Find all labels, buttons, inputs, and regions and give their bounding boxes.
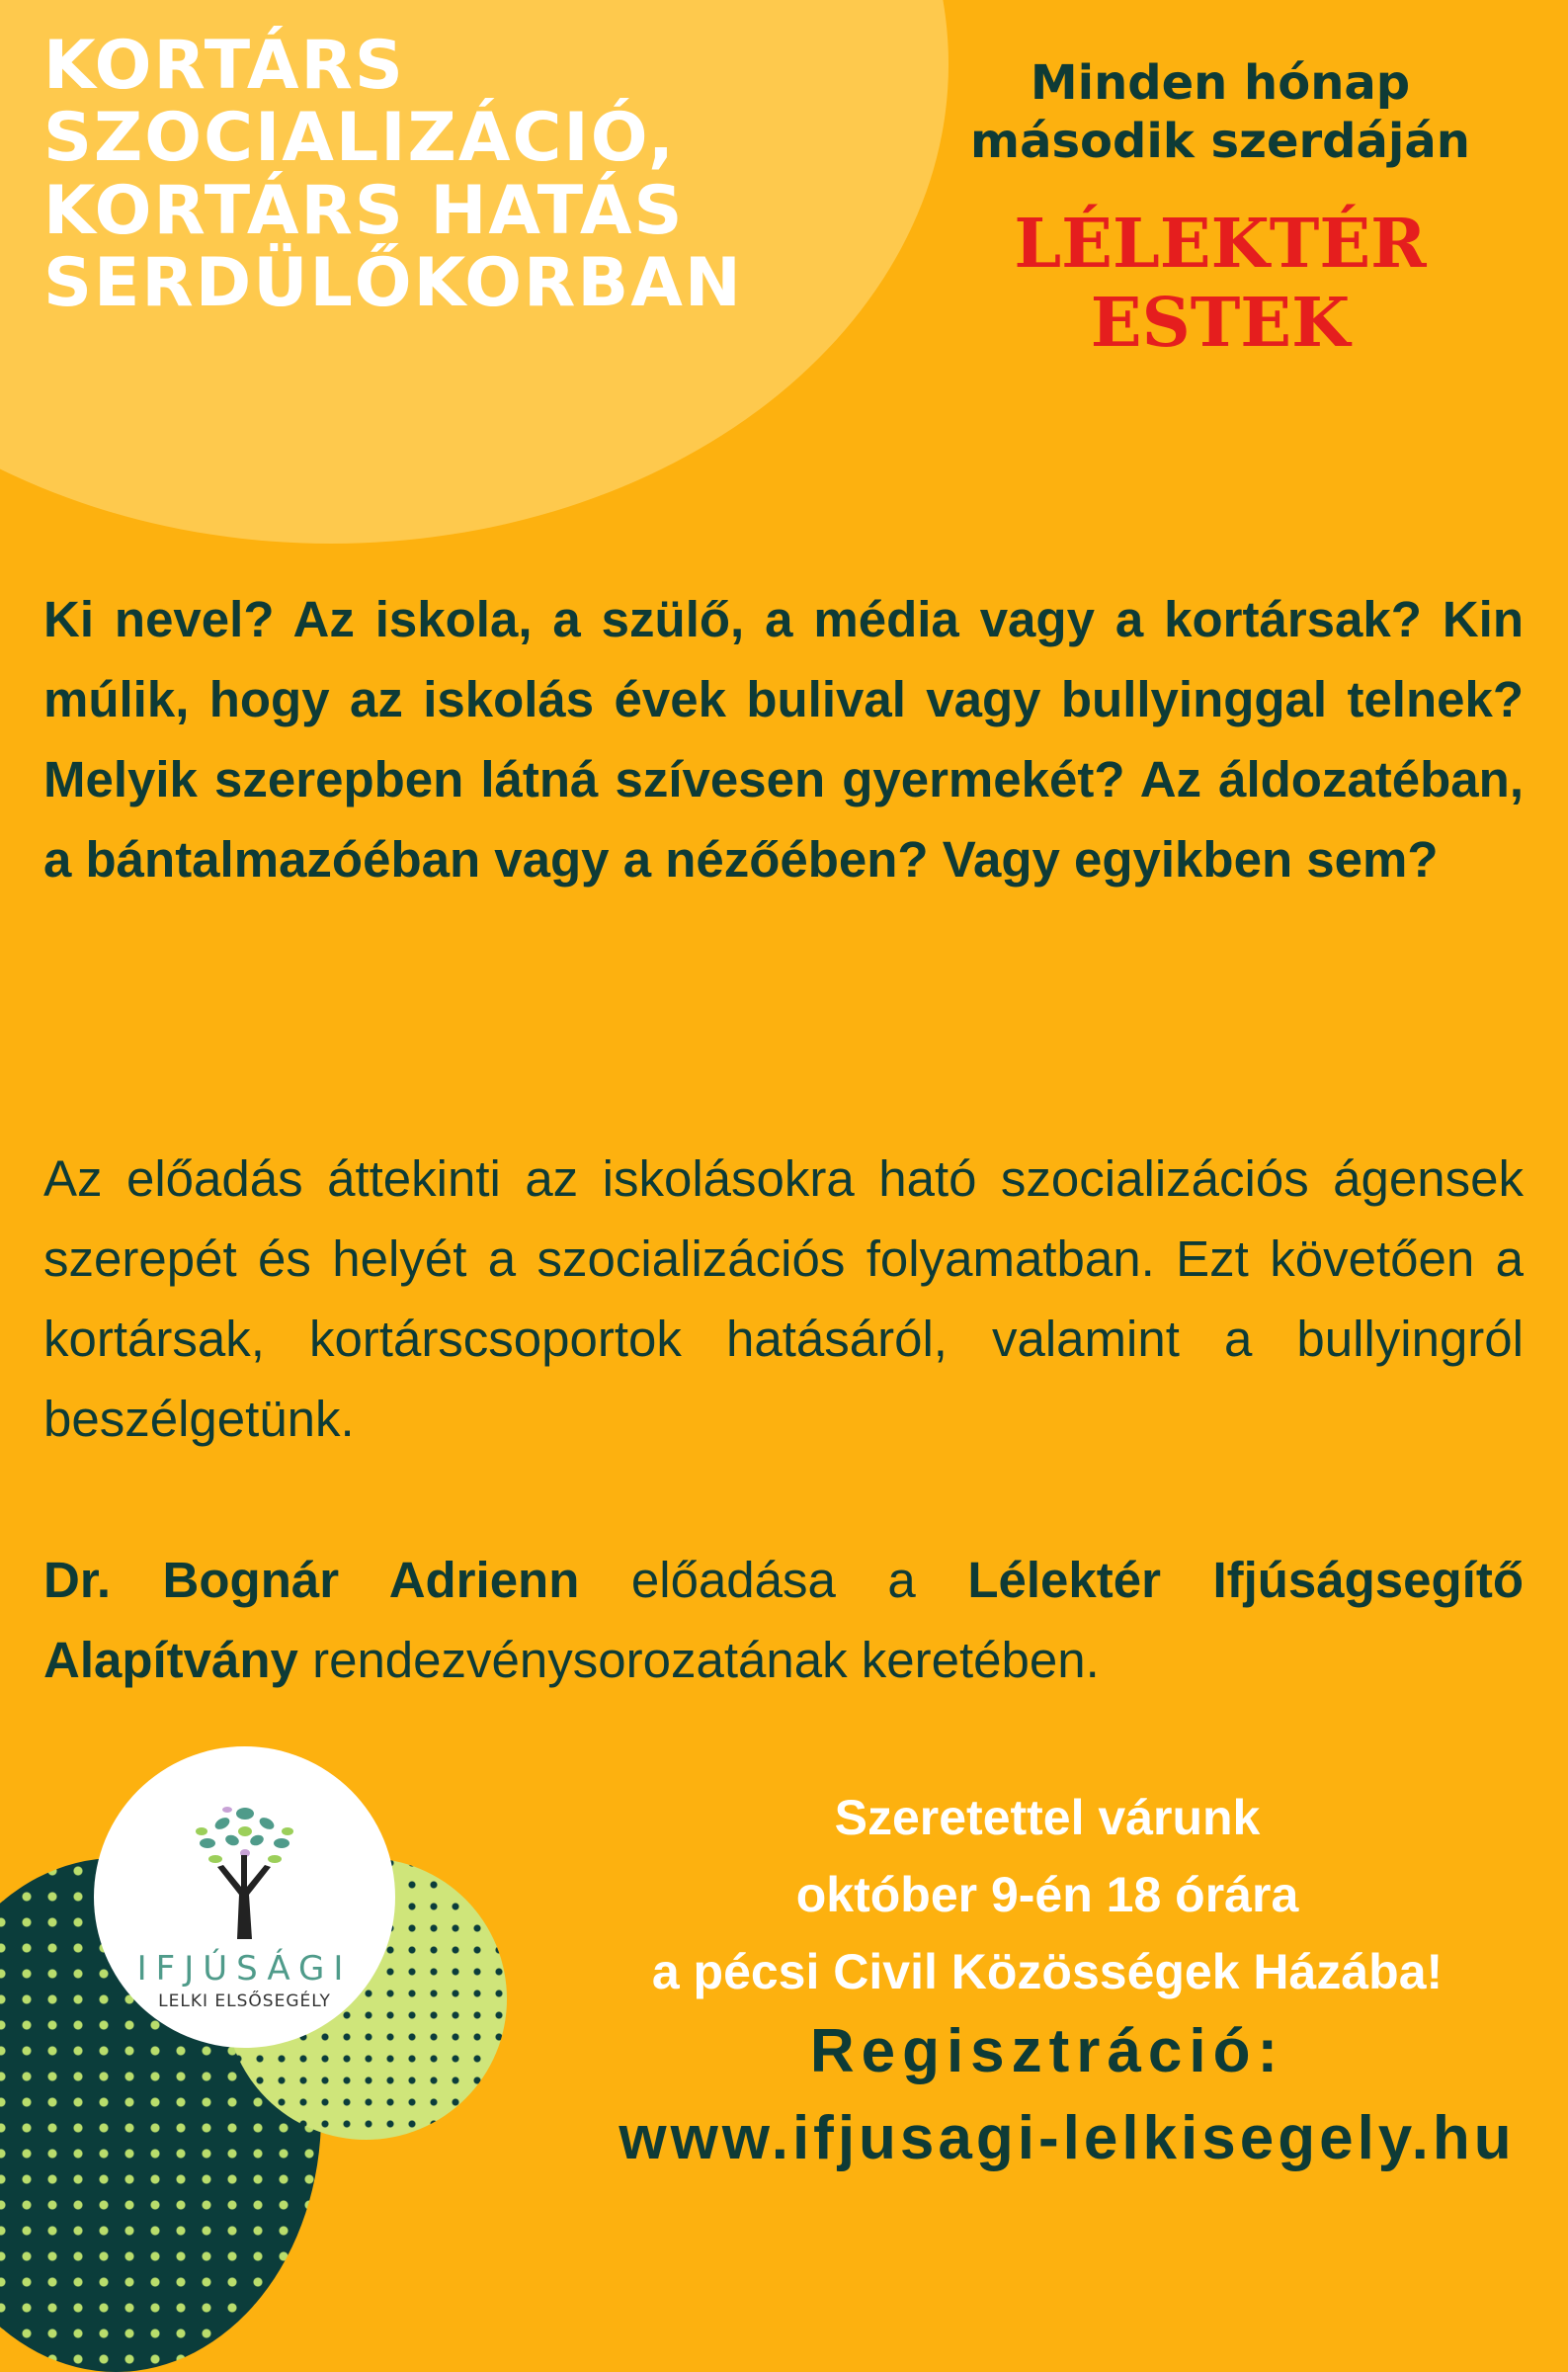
series-name: LÉLEKTÉR ESTEK <box>1014 205 1427 364</box>
event-header <box>909 54 1531 363</box>
credits-connector: előadása a <box>579 1552 968 1608</box>
organization-name: Lélektér Ifjúságsegítő Alapítvány <box>43 1552 1524 1688</box>
logo-subtitle: LELKI ELSŐSEGÉLY <box>158 1991 331 2011</box>
tree-hands-icon <box>188 1796 301 1944</box>
poster-title: KORTÁRS SZOCIALIZÁCIÓ, KORTÁRS HATÁS SERDÜLŐKORBAN <box>43 27 743 323</box>
intro-paragraph: Ki nevel? Az iskola, a szülő, a média vagy a kortársak? Kin múlik, hogy az iskolás évek bulival vagy bullyinggal telnek? Melyik szerepben látná szívesen gyermekét? Az áldozatéban, a bántalmazóéban vagy a nézőében? Vagy egyikben sem? <box>43 591 1524 888</box>
credits-paragraph <box>43 1540 1524 1700</box>
registration-url[interactable]: www.ifjusagi-lelkisegely.hu <box>619 2104 1516 2172</box>
logo-name: IFJÚSÁGI <box>136 1949 353 1989</box>
credits-suffix: rendezvénysorozatának keretében. <box>297 1632 1100 1688</box>
speaker-name: Dr. Bognár Adrienn <box>43 1552 580 1608</box>
description-paragraph: Az előadás áttekinti az iskolásokra ható szocializációs ágensek szerepét és helyét a szocializációs folyamatban. Ezt követően a kortársak, kortárscsoportok hatásáról, valamint a bullyingról beszélgetünk. <box>43 1150 1524 1447</box>
registration-label: Regisztráció: <box>809 2017 1285 2085</box>
organization-logo <box>94 1746 395 2048</box>
schedule-text: Minden hónap második szerdáján <box>970 55 1470 169</box>
invitation-text: Szeretettel várunk október 9-én 18 órára a pécsi Civil Közösségek Házába! <box>651 1790 1444 1999</box>
